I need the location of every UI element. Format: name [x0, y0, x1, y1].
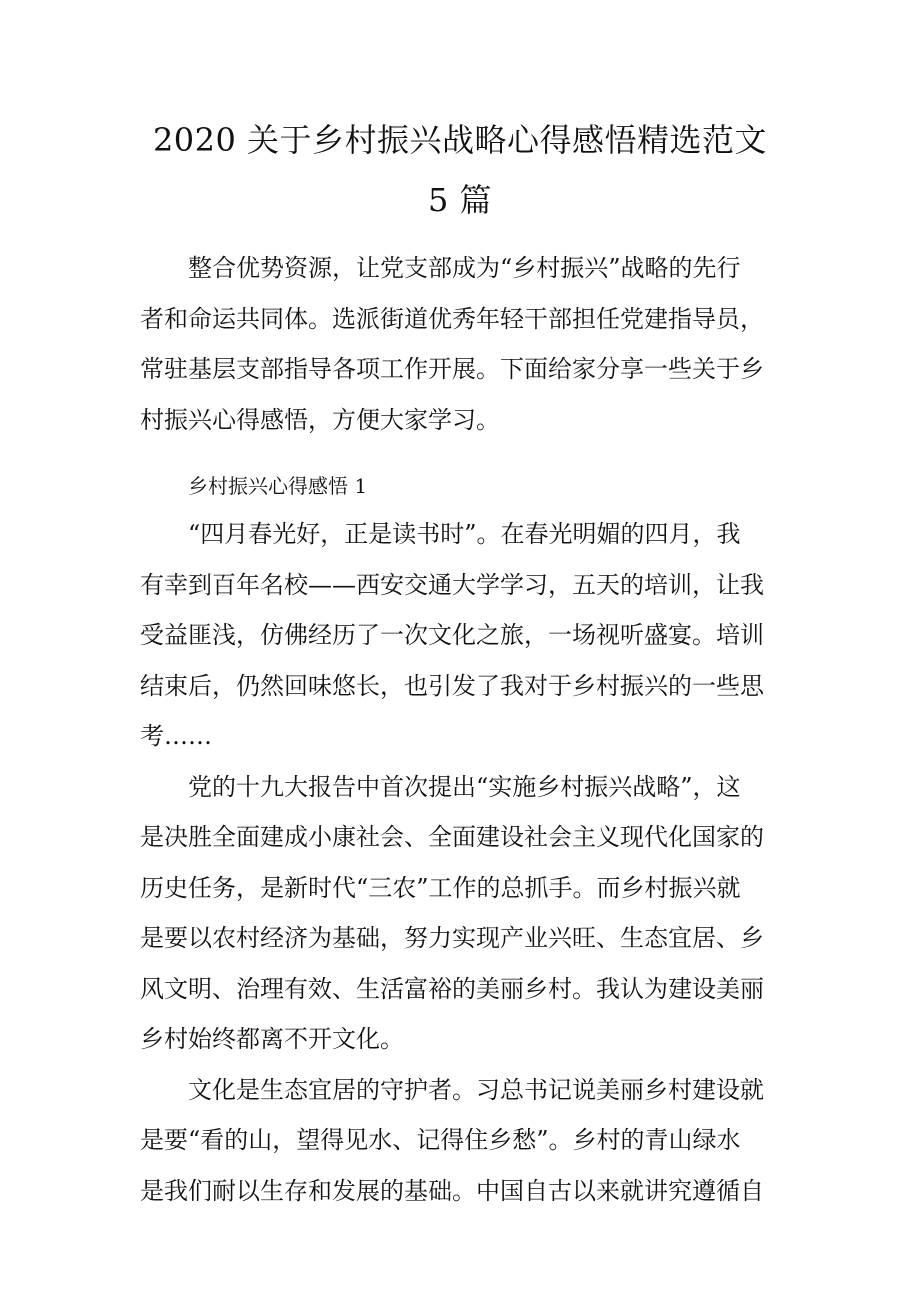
paragraph-line: 党的十九大报告中首次提出“实施乡村振兴战略”，这 — [188, 772, 741, 801]
paragraph-line: 常驻基层支部指导各项工作开展。下面给家分享一些关于乡 — [140, 355, 764, 383]
body-paragraph-2 — [140, 762, 780, 1065]
title-line-1: 2020 关于乡村振兴战略心得感悟精选范文 — [152, 121, 768, 159]
paragraph-line: 考…… — [140, 722, 212, 750]
paragraph-line: 风文明、治理有效、生活富裕的美丽乡村。我认为建设美丽 — [140, 974, 764, 1003]
paragraph-line: 整合优势资源，让党支部成为“乡村振兴”战略的先行 — [188, 254, 741, 282]
paragraph-line: 是决胜全面建成小康社会、全面建设社会主义现代化国家的 — [140, 823, 764, 851]
paragraph-line: 文化是生态宜居的守护者。习总书记说美丽乡村建设就 — [188, 1075, 764, 1104]
paragraph-line: 村振兴心得感悟，方便大家学习。 — [140, 405, 500, 434]
paragraph-gap — [140, 445, 780, 463]
paragraph-line: 有幸到百年名校——西安交通大学学习，五天的培训，让我 — [140, 570, 764, 599]
section-heading: 乡村振兴心得感悟 1 — [188, 474, 368, 498]
intro-paragraph — [140, 243, 780, 445]
paragraph-line: 是我们耐以生存和发展的基础。中国自古以来就讲究遵循自 — [140, 1176, 764, 1205]
paragraph-line: 受益匪浅，仿佛经历了一次文化之旅，一场视听盛宴。培训 — [140, 621, 764, 649]
paragraph-line: “四月春光好，正是读书时”。在春光明媚的四月，我 — [188, 520, 741, 548]
paragraph-line: 乡村始终都离不开文化。 — [140, 1025, 404, 1053]
paragraph-line: 是要“看的山，望得见水、记得住乡愁”。乡村的青山绿水 — [140, 1126, 741, 1154]
document-title — [140, 110, 780, 230]
title-line-2: 5 篇 — [427, 181, 493, 219]
paragraph-line: 者和命运共同体。选派街道优秀年轻干部担任党建指导员， — [140, 304, 764, 333]
document-body — [140, 243, 780, 1216]
paragraph-line: 是要以农村经济为基础，努力实现产业兴旺、生态宜居、乡 — [140, 924, 764, 952]
paragraph-line: 结束后，仍然回味悠长，也引发了我对于乡村振兴的一些思 — [140, 671, 764, 700]
paragraph-line: 历史任务，是新时代“三农”工作的总抓手。而乡村振兴就 — [140, 873, 741, 902]
body-paragraph-3 — [140, 1065, 780, 1217]
body-paragraph-1 — [140, 509, 780, 762]
